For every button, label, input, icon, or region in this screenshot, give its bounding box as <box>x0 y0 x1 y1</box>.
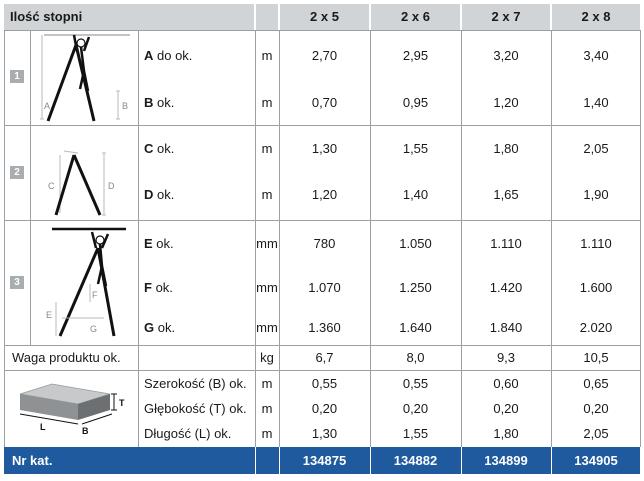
diagram-label-c: C <box>48 181 55 191</box>
ladder-leg <box>74 155 100 215</box>
dimension-unit: mm <box>256 236 278 251</box>
diagram-label-e: E <box>46 310 53 320</box>
weight-value: 8,0 <box>406 350 425 365</box>
package-dimension-value: 0,20 <box>583 401 609 416</box>
catalog-number: 134875 <box>302 453 347 468</box>
col-divider <box>30 30 31 345</box>
ladder-diagram-3 <box>34 222 136 343</box>
dimension-text: do ok. <box>153 48 193 63</box>
weight-unit: kg <box>260 350 274 365</box>
package-dimension-value: 2,05 <box>583 426 609 441</box>
dimension-value: 2.020 <box>579 320 613 335</box>
header-title: Ilość stopni <box>10 9 83 24</box>
dimension-label <box>144 95 174 110</box>
ladder-diagram-1 <box>34 31 136 123</box>
dimension-text: ok. <box>153 95 175 110</box>
package-dimension-value: 0,20 <box>311 401 338 416</box>
dimension-value: 1.840 <box>489 320 523 335</box>
header-col-4-label: 2 x 8 <box>581 9 611 24</box>
ladder-leg <box>76 45 94 121</box>
dimension-text: ok. <box>151 280 173 295</box>
ladder-leg <box>98 248 114 336</box>
ladder-leg <box>56 155 74 215</box>
diagram-label-b-pack: B <box>82 426 89 436</box>
package-dimension-unit: m <box>261 376 273 391</box>
dimension-value: 1,30 <box>311 141 338 156</box>
package-dimension-value: 1,55 <box>402 426 429 441</box>
dimension-key: C <box>144 141 154 156</box>
package-dimension-label: Szerokość (B) ok. <box>144 376 247 391</box>
dimension-label <box>144 48 192 63</box>
dimension-value: 2,05 <box>583 141 609 156</box>
header-title-cell <box>4 4 254 30</box>
dimension-value: 1,65 <box>493 187 519 202</box>
header-col-3-label: 2 x 7 <box>491 9 521 24</box>
dimension-value: 780 <box>313 236 336 251</box>
dimension-value: 0,95 <box>402 95 429 110</box>
dimension-value: 1.640 <box>399 320 432 335</box>
header-unit-cell <box>256 4 278 30</box>
header-col-4 <box>552 4 640 30</box>
dimension-unit: mm <box>256 320 278 335</box>
person-head-icon <box>77 39 85 47</box>
header-col-3 <box>462 4 550 30</box>
dimension-value: 2,70 <box>311 48 338 63</box>
dimension-unit: m <box>261 141 273 156</box>
section-badge-1: 1 <box>10 70 24 83</box>
dimension-value: 1,55 <box>402 141 429 156</box>
dimension-label <box>144 236 174 251</box>
diagram-label-t: T <box>119 398 125 408</box>
dimension-value: 1.420 <box>489 280 523 295</box>
dimension-key: G <box>144 320 155 335</box>
dimension-unit: m <box>261 95 273 110</box>
dimension-value: 1.250 <box>399 280 432 295</box>
dimension-value: 1,40 <box>402 187 429 202</box>
header-col-2 <box>371 4 460 30</box>
dimension-unit: m <box>261 187 273 202</box>
section-badge-2: 2 <box>10 166 24 179</box>
weight-value: 9,3 <box>496 350 516 365</box>
person-head-icon <box>96 236 104 244</box>
package-dimension-label: Głębokość (T) ok. <box>144 401 247 416</box>
catalog-label: Nr kat. <box>12 453 53 468</box>
diagram-label-g: G <box>90 324 98 334</box>
ladder-diagram-2 <box>34 127 136 219</box>
ladder-leg <box>48 45 76 121</box>
header-col-1 <box>280 4 369 30</box>
dimension-value: 1.050 <box>399 236 432 251</box>
catalog-number: 134905 <box>574 453 618 468</box>
dimension-value: 1,90 <box>583 187 609 202</box>
dimension-value: 1.360 <box>308 320 341 335</box>
row-divider <box>4 345 640 346</box>
dimension-value: 3,40 <box>583 48 609 63</box>
dimension-value: 1.070 <box>308 280 341 295</box>
package-dimension-label: Długość (L) ok. <box>144 426 232 441</box>
dimension-label <box>144 320 175 335</box>
dimension-label <box>144 187 174 202</box>
dimension-key: E <box>144 236 153 251</box>
row-divider <box>4 220 640 221</box>
col-divider <box>640 30 641 447</box>
header-col-1-label: 2 x 5 <box>310 9 339 24</box>
catalog-number: 134882 <box>393 453 438 468</box>
dimension-text: ok. <box>154 320 176 335</box>
weight-value: 6,7 <box>315 350 334 365</box>
diagram-label-d: D <box>108 181 115 191</box>
weight-label: Waga produktu ok. <box>12 350 121 365</box>
dimension-value: 2,95 <box>402 48 429 63</box>
dimension-key: D <box>144 187 154 202</box>
section-badge-3: 3 <box>10 276 24 289</box>
dimension-unit: mm <box>256 280 278 295</box>
col-divider <box>138 30 139 447</box>
dimension-unit: m <box>261 48 273 63</box>
package-dimension-value: 0,65 <box>583 376 609 391</box>
dimension-text: ok. <box>152 236 174 251</box>
header-col-2-label: 2 x 6 <box>401 9 430 24</box>
row-divider <box>4 370 640 371</box>
package-dimension-value: 0,55 <box>402 376 429 391</box>
diagram-label-f: F <box>92 290 98 300</box>
package-dimension-value: 0,55 <box>311 376 338 391</box>
dimension-value: 1,20 <box>311 187 338 202</box>
package-dimension-unit: m <box>261 426 273 441</box>
catalog-number: 134899 <box>484 453 528 468</box>
diagram-label-a: A <box>44 101 51 111</box>
dimension-value: 1.110 <box>490 236 522 251</box>
package-diagram <box>10 376 134 442</box>
dimension-key: F <box>144 280 152 295</box>
dimension-key: B <box>144 95 154 110</box>
dimension-text: ok. <box>153 187 175 202</box>
row-divider <box>4 125 640 126</box>
dimension-key: A <box>144 48 154 63</box>
weight-value: 10,5 <box>583 350 609 365</box>
dimension-value: 3,20 <box>493 48 519 63</box>
dimension-text: ok. <box>153 141 175 156</box>
dimension-value: 1.600 <box>579 280 613 295</box>
dimension-value: 0,70 <box>311 95 338 110</box>
dimension-value: 1,40 <box>583 95 609 110</box>
dimension-label <box>144 141 174 156</box>
package-dimension-unit: m <box>261 401 273 416</box>
package-dimension-value: 1,30 <box>311 426 338 441</box>
diagram-label-l: L <box>40 422 46 432</box>
package-dimension-value: 1,80 <box>493 426 519 441</box>
dimension-value: 1.110 <box>580 236 612 251</box>
package-dimension-value: 0,20 <box>402 401 429 416</box>
package-dimension-value: 0,60 <box>493 376 519 391</box>
dimension-value: 1,80 <box>493 141 519 156</box>
package-dimension-value: 0,20 <box>493 401 519 416</box>
dimension-label <box>144 280 173 295</box>
diagram-label-b: B <box>122 101 129 111</box>
dimension-value: 1,20 <box>493 95 519 110</box>
col-divider <box>4 30 5 447</box>
footer-divider <box>255 447 256 474</box>
